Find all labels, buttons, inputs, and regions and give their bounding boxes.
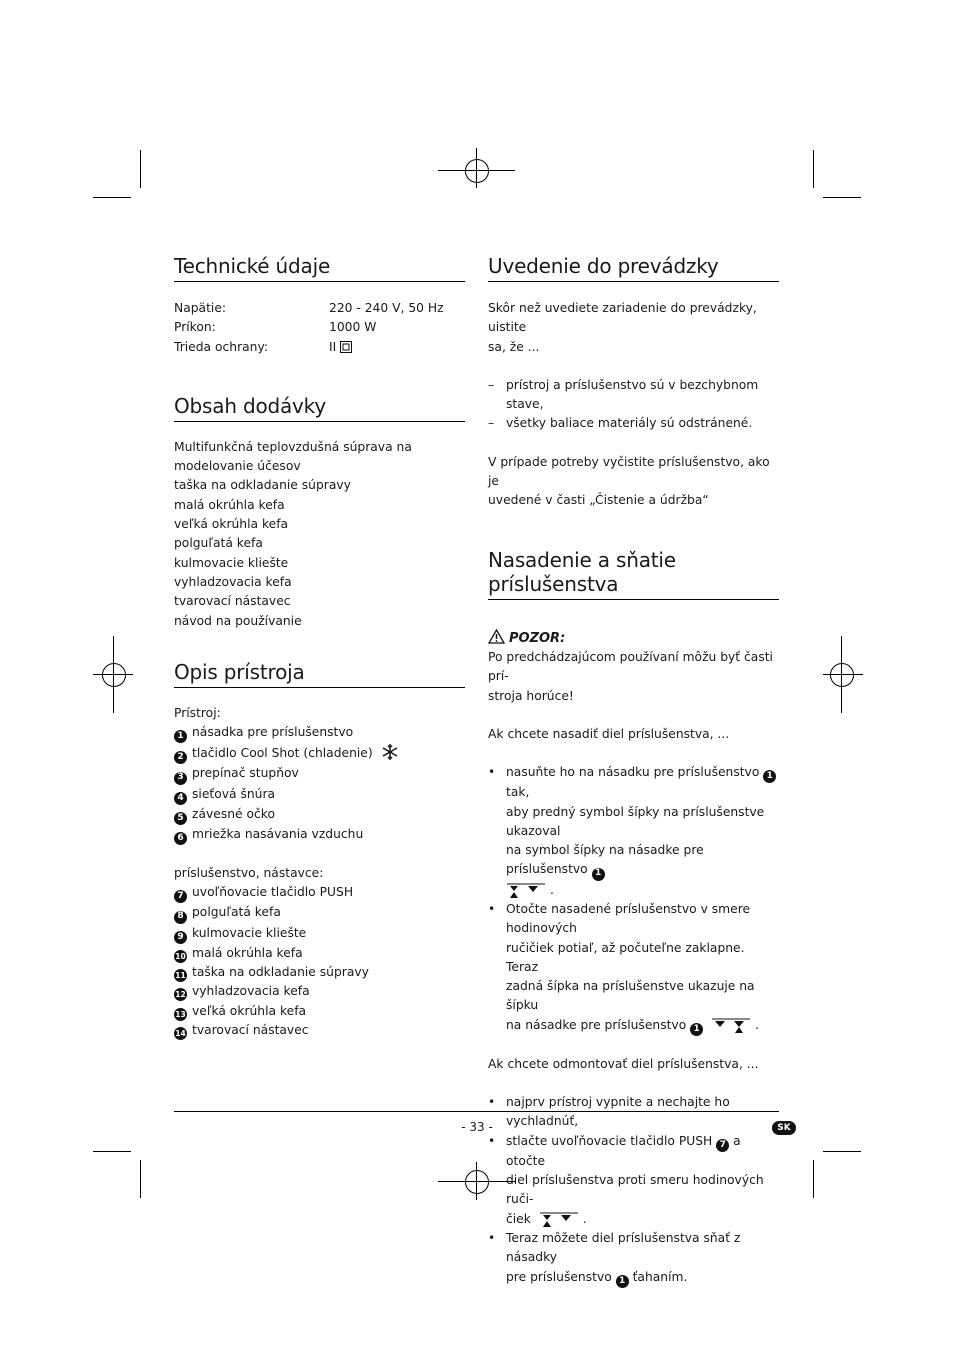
list-item <box>488 900 779 1036</box>
part-number: 6 <box>174 832 187 845</box>
contents-list <box>174 438 465 631</box>
part-number-1: 1 <box>616 1275 629 1288</box>
part-number: 12 <box>174 988 187 1001</box>
list-item <box>174 785 465 805</box>
part-label: polguľatá kefa <box>192 905 281 920</box>
list-item-text: a otočte <box>506 1133 741 1168</box>
part-number: 13 <box>174 1008 187 1021</box>
commissioning-body <box>488 299 779 511</box>
list-item: vyhladzovacia kefa <box>174 574 292 589</box>
alignment-arrows-icon <box>506 883 546 899</box>
technical-data-section <box>174 250 465 357</box>
paragraph-line: Skôr než uvediete zariadenie do prevádzky, uistite <box>488 301 757 335</box>
unlock-arrows-icon <box>539 1212 579 1228</box>
page-number: - 33 - <box>461 1120 493 1134</box>
dash-marker: – <box>488 416 495 431</box>
paragraph-line: V prípade potreby vyčistite príslušenstvo, ako je <box>488 454 770 489</box>
paragraph-line: Ak chcete odmontovať diel príslušenstva, ... <box>488 1056 759 1071</box>
crop-mark <box>93 1151 131 1152</box>
part-number: 7 <box>174 890 187 903</box>
list-item <box>174 883 465 903</box>
paragraph-line: stroja horúce! <box>488 688 574 703</box>
package-contents-section <box>174 390 465 631</box>
list-item-text: pre príslušenstvo <box>506 1269 612 1284</box>
spec-value: 1000 W <box>329 320 377 335</box>
spec-key: Príkon: <box>174 320 216 335</box>
part-label: sieťová šnúra <box>192 786 276 801</box>
bullet-marker: • <box>488 901 496 916</box>
bullet-marker: • <box>488 1133 496 1148</box>
device-label: Prístroj: <box>174 705 221 720</box>
list-item: veľká okrúhla kefa <box>174 517 289 532</box>
paragraph-line: uvedené v časti „Čistenie a údržba“ <box>488 493 709 508</box>
list-item <box>174 982 465 1001</box>
footer-rule <box>174 1111 779 1112</box>
part-label: mriežka nasávania vzduchu <box>192 826 364 841</box>
list-item-text: . <box>582 1211 587 1226</box>
list-item <box>174 1002 465 1021</box>
list-item <box>174 963 465 982</box>
bullet-marker: • <box>488 765 496 780</box>
device-description-section <box>174 656 465 1040</box>
part-label: veľká okrúhla kefa <box>192 1003 307 1018</box>
warning-label: POZOR: <box>509 630 566 646</box>
list-item <box>174 903 465 923</box>
list-item <box>174 723 465 743</box>
paragraph-line: Ak chcete nasadiť diel príslušenstva, ... <box>488 726 730 741</box>
crop-mark <box>823 197 861 198</box>
list-item <box>174 743 465 764</box>
spec-key: Trieda ochrany: <box>174 339 268 354</box>
list-item <box>174 825 465 845</box>
list-item-text: stlačte uvoľňovacie tlačidlo PUSH <box>506 1133 713 1148</box>
part-label: malá okrúhla kefa <box>192 945 303 960</box>
crop-mark <box>140 150 141 188</box>
section-heading: Uvedenie do prevádzky <box>488 250 779 282</box>
part-number: 2 <box>174 751 187 764</box>
left-column <box>174 250 465 1040</box>
protection-class-value: II <box>329 339 337 354</box>
list-item-text: Otočte nasadené príslušenstvo v smere hodinových <box>506 901 751 936</box>
section-heading: Nasadenie a sňatie príslušenstva <box>488 544 779 600</box>
paragraph-line: Po predchádzajúcom používaní môžu byť časti prí- <box>488 649 773 684</box>
section-heading: Technické údaje <box>174 250 465 282</box>
attach-accessories-section <box>488 544 779 1288</box>
list-item: tvarovací nástavec <box>174 594 291 609</box>
list-item-text: ťahaním. <box>632 1269 688 1284</box>
spec-row <box>174 318 465 337</box>
part-number: 4 <box>174 792 187 805</box>
list-item: kulmovacie kliešte <box>174 555 289 570</box>
list-item: malá okrúhla kefa <box>174 497 285 512</box>
accessory-label: príslušenstvo, nástavce: <box>174 866 324 880</box>
spec-row <box>174 299 465 318</box>
part-label: násadka pre príslušenstvo <box>192 725 354 740</box>
parts-list <box>174 704 465 1040</box>
part-label: uvoľňovacie tlačidlo PUSH <box>192 885 354 900</box>
paragraph-line: sa, že ... <box>488 339 540 354</box>
list-item <box>488 1132 779 1229</box>
section-heading: Opis prístroja <box>174 656 465 688</box>
part-label: tvarovací nástavec <box>192 1022 309 1037</box>
language-badge: SK <box>772 1121 796 1135</box>
commissioning-section <box>488 250 779 511</box>
part-number: 5 <box>174 812 187 825</box>
crop-mark <box>823 1151 861 1152</box>
list-item-text: všetky baliace materiály sú odstránené. <box>506 416 753 431</box>
list-item-text: diel príslušenstva proti smeru hodinových ruči- <box>506 1173 764 1207</box>
part-number: 3 <box>174 772 187 785</box>
list-item: taška na odkladanie súpravy <box>174 478 351 493</box>
part-label: závesné očko <box>192 806 275 821</box>
part-number: 10 <box>174 950 187 963</box>
list-item-text: . <box>550 882 554 897</box>
list-item-text: aby predný symbol šípky na príslušenstve ukazoval <box>506 804 765 838</box>
spec-value: 220 - 240 V, 50 Hz <box>329 301 444 315</box>
list-item-text: Teraz môžete diel príslušenstva sňať z násadky <box>506 1231 741 1265</box>
spec-table <box>174 299 465 357</box>
part-number-1: 1 <box>592 868 605 881</box>
warning-triangle-icon <box>488 629 505 644</box>
list-item-text: zadná šípka na príslušenstve ukazuje na šípku <box>506 979 755 1013</box>
list-item <box>174 944 465 963</box>
part-number: 9 <box>174 931 187 944</box>
list-item: návod na používanie <box>174 613 302 628</box>
warning-title <box>488 629 779 648</box>
list-item-text: čiek <box>506 1211 531 1226</box>
list-item <box>488 1229 779 1288</box>
crop-mark <box>813 150 814 188</box>
list-item-text: na symbol šípky na násadke pre príslušenstvo <box>506 843 704 877</box>
list-item-text: nasuňte ho na násadku pre príslušenstvo <box>506 765 760 780</box>
bullet-marker: • <box>488 1095 496 1110</box>
spec-key: Napätie: <box>174 301 227 315</box>
list-item-text: tak, <box>506 785 530 800</box>
snowflake-icon <box>381 743 399 761</box>
part-number-1: 1 <box>763 770 776 783</box>
part-label: tlačidlo Cool Shot (chladenie) <box>192 746 373 761</box>
list-item: Multifunkčná teplovzdušná súprava na <box>174 439 412 454</box>
crop-mark <box>813 1160 814 1198</box>
crop-mark <box>93 197 131 198</box>
list-item <box>174 924 465 944</box>
part-label: prepínač stupňov <box>192 766 299 781</box>
part-label: vyhladzovacia kefa <box>192 984 310 999</box>
locked-arrows-icon <box>711 1018 751 1034</box>
list-item <box>174 764 465 784</box>
part-label: kulmovacie kliešte <box>192 925 307 940</box>
list-item <box>488 414 779 433</box>
list-item: modelovanie účesov <box>174 459 301 474</box>
list-item-text: na násadke pre príslušenstvo <box>506 1017 687 1032</box>
part-number: 1 <box>174 730 187 743</box>
protection-class-ii-icon <box>340 341 352 353</box>
part-number: 11 <box>174 969 187 982</box>
part-number-7: 7 <box>716 1139 729 1152</box>
part-number: 14 <box>174 1027 187 1040</box>
bullet-marker: • <box>488 1231 496 1246</box>
part-label: taška na odkladanie súpravy <box>192 965 369 980</box>
list-item <box>174 805 465 825</box>
list-item-text: najprv prístroj vypnite a nechajte ho vychladnúť, <box>506 1095 730 1129</box>
list-item: polguľatá kefa <box>174 536 263 551</box>
list-item <box>174 1021 465 1040</box>
dash-marker: – <box>488 377 495 392</box>
spec-row <box>174 338 465 357</box>
crop-mark <box>140 1160 141 1198</box>
part-number-1: 1 <box>690 1023 703 1036</box>
list-item-text: prístroj a príslušenstvo sú v bezchybnom stave, <box>506 377 759 412</box>
list-item <box>488 376 779 415</box>
spec-value <box>329 338 352 357</box>
list-item-text: ručičiek potiaľ, až počuteľne zaklapne. Teraz <box>506 940 745 974</box>
section-heading: Obsah dodávky <box>174 390 465 422</box>
attach-body <box>488 629 779 1288</box>
list-item-text: . <box>755 1017 759 1032</box>
part-number: 8 <box>174 911 187 924</box>
list-item <box>488 763 779 900</box>
